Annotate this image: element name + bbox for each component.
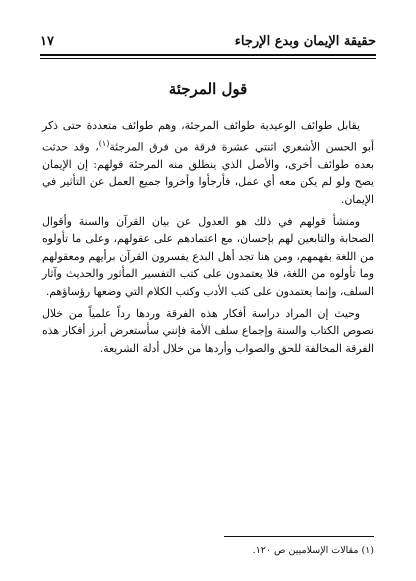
- paragraph-text: يقابل طوائف الوعيدية طوائف المرجئة، وهم طوائف متعددة حتى ذكر أبو الحسن الأشعري اثنتي عشرة فرقة من فرق المرجئة: [42, 119, 375, 154]
- footnote: (١) مقالات الإسلاميين ص ١٢٠.: [252, 545, 374, 556]
- footnote-marker: (١): [98, 138, 110, 148]
- paragraph: ومنشأ قولهم في ذلك هو العدول عن بيان القرآن والسنة وأقوال الصحابة والتابعين لهم بإحسان، مع اعتمادهم على عقولهم، وعلى ما تأولوه من اللغة بفهمهم، ومن هنا تجد أهل البدع يفسرون القرآن برأيهم ومعقولهم وما تأولوه من اللغة، فلا يعتمدون على كتب التفسير المأثور والحديث وآثار السلف، وإنما يعتمدون على كتب الأدب وكتب الكلام التي وضعها رؤساؤهم.: [42, 214, 374, 298]
- paragraph: [42, 117, 374, 209]
- section-title: قول المرجئة: [168, 80, 248, 98]
- header-rule: [40, 54, 376, 56]
- running-header: [40, 30, 376, 52]
- footnote-rule: [224, 536, 374, 537]
- header-title: حقيقة الإيمان وبدع الإرجاء: [234, 33, 376, 49]
- paragraph: وحيث إن المراد دراسة أفكار هذه الفرقة وردها رداً علمياً من خلال نصوص الكتاب والسنة وإجماع سلف الأمة فإنني سأستعرض أبرز أفكار هذه الفرقة المخالفة للحق والصواب وأردها من خلال أدلة الشريعة.: [42, 306, 374, 355]
- body-text: [42, 117, 374, 361]
- paragraph-text: ، وقد حدثت بعده طوائف أخرى، والأصل الذي ينطلق منه المرجئة قولهم: إن الإيمان يصح ولو لم يكن معه أي عمل، فأرجأوا وأخروا جميع العمل عن التأثير في الإيمان.: [42, 140, 374, 206]
- page-number: ١٧: [40, 33, 54, 49]
